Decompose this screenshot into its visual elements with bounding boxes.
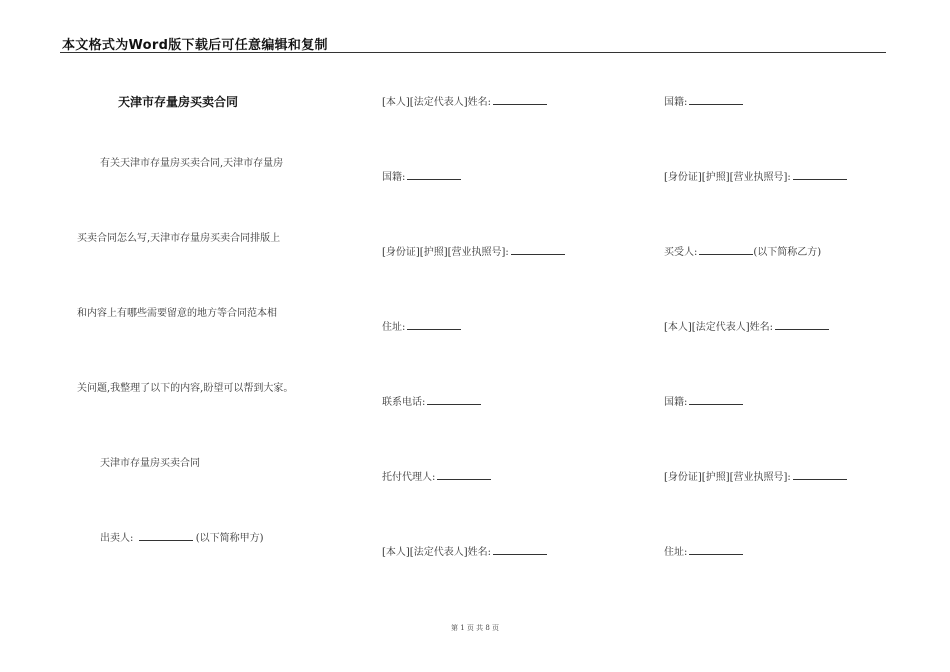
col2-field-7 bbox=[382, 543, 547, 558]
buyer-suffix: (以下简称乙方) bbox=[753, 247, 822, 258]
field-label: [身份证][护照][营业执照号]: bbox=[664, 472, 791, 483]
seller-blank bbox=[139, 531, 193, 541]
seller-field bbox=[100, 529, 264, 544]
field-label: 国籍: bbox=[382, 172, 406, 183]
header-divider bbox=[60, 52, 886, 53]
field-blank bbox=[793, 470, 847, 480]
field-label: [身份证][护照][营业执照号]: bbox=[664, 172, 791, 183]
intro-line-2: 买卖合同怎么写,天津市存量房买卖合同排版上 bbox=[77, 233, 281, 244]
field-blank bbox=[493, 545, 547, 555]
field-blank bbox=[407, 170, 461, 180]
field-label: [身份证][护照][营业执照号]: bbox=[382, 247, 509, 258]
field-label: [本人][法定代表人]姓名: bbox=[382, 547, 491, 558]
col3-field-7 bbox=[664, 543, 743, 558]
col3-buyer-field bbox=[664, 243, 821, 258]
seller-suffix: (以下简称甲方) bbox=[195, 533, 264, 544]
field-blank bbox=[793, 170, 847, 180]
field-blank bbox=[493, 95, 547, 105]
field-blank bbox=[511, 245, 565, 255]
col2-field-3 bbox=[382, 243, 565, 258]
col3-field-4 bbox=[664, 318, 829, 333]
field-blank bbox=[689, 95, 743, 105]
field-blank bbox=[437, 470, 491, 480]
document-header: 本文格式为Word版下载后可任意编辑和复制 bbox=[62, 38, 328, 53]
field-label: 国籍: bbox=[664, 97, 688, 108]
buyer-label: 买受人: bbox=[664, 247, 698, 258]
col2-field-4 bbox=[382, 318, 461, 333]
col3-field-6 bbox=[664, 468, 847, 483]
field-label: 住址: bbox=[664, 547, 688, 558]
contract-subtitle: 天津市存量房买卖合同 bbox=[100, 458, 200, 469]
col2-field-2 bbox=[382, 168, 461, 183]
buyer-blank bbox=[699, 245, 753, 255]
field-label: [本人][法定代表人]姓名: bbox=[664, 322, 773, 333]
col2-field-1 bbox=[382, 93, 547, 108]
intro-line-4: 关问题,我整理了以下的内容,盼望可以帮到大家。 bbox=[77, 383, 294, 394]
field-label: 托付代理人: bbox=[382, 472, 436, 483]
field-label: [本人][法定代表人]姓名: bbox=[382, 97, 491, 108]
page-number: 第 1 页 共 8 页 bbox=[450, 624, 500, 632]
col3-field-2 bbox=[664, 168, 847, 183]
intro-line-3: 和内容上有哪些需要留意的地方等合同范本相 bbox=[77, 308, 277, 319]
intro-line-1: 有关天津市存量房买卖合同,天津市存量房 bbox=[100, 158, 284, 169]
field-blank bbox=[775, 320, 829, 330]
field-blank bbox=[689, 395, 743, 405]
col3-field-5 bbox=[664, 393, 743, 408]
col2-field-6 bbox=[382, 468, 491, 483]
field-label: 联系电话: bbox=[382, 397, 426, 408]
col3-field-1 bbox=[664, 93, 743, 108]
field-blank bbox=[427, 395, 481, 405]
field-label: 住址: bbox=[382, 322, 406, 333]
field-blank bbox=[689, 545, 743, 555]
field-blank bbox=[407, 320, 461, 330]
col2-field-5 bbox=[382, 393, 481, 408]
document-title: 天津市存量房买卖合同 bbox=[118, 95, 239, 109]
seller-label: 出卖人: bbox=[100, 533, 134, 544]
field-label: 国籍: bbox=[664, 397, 688, 408]
